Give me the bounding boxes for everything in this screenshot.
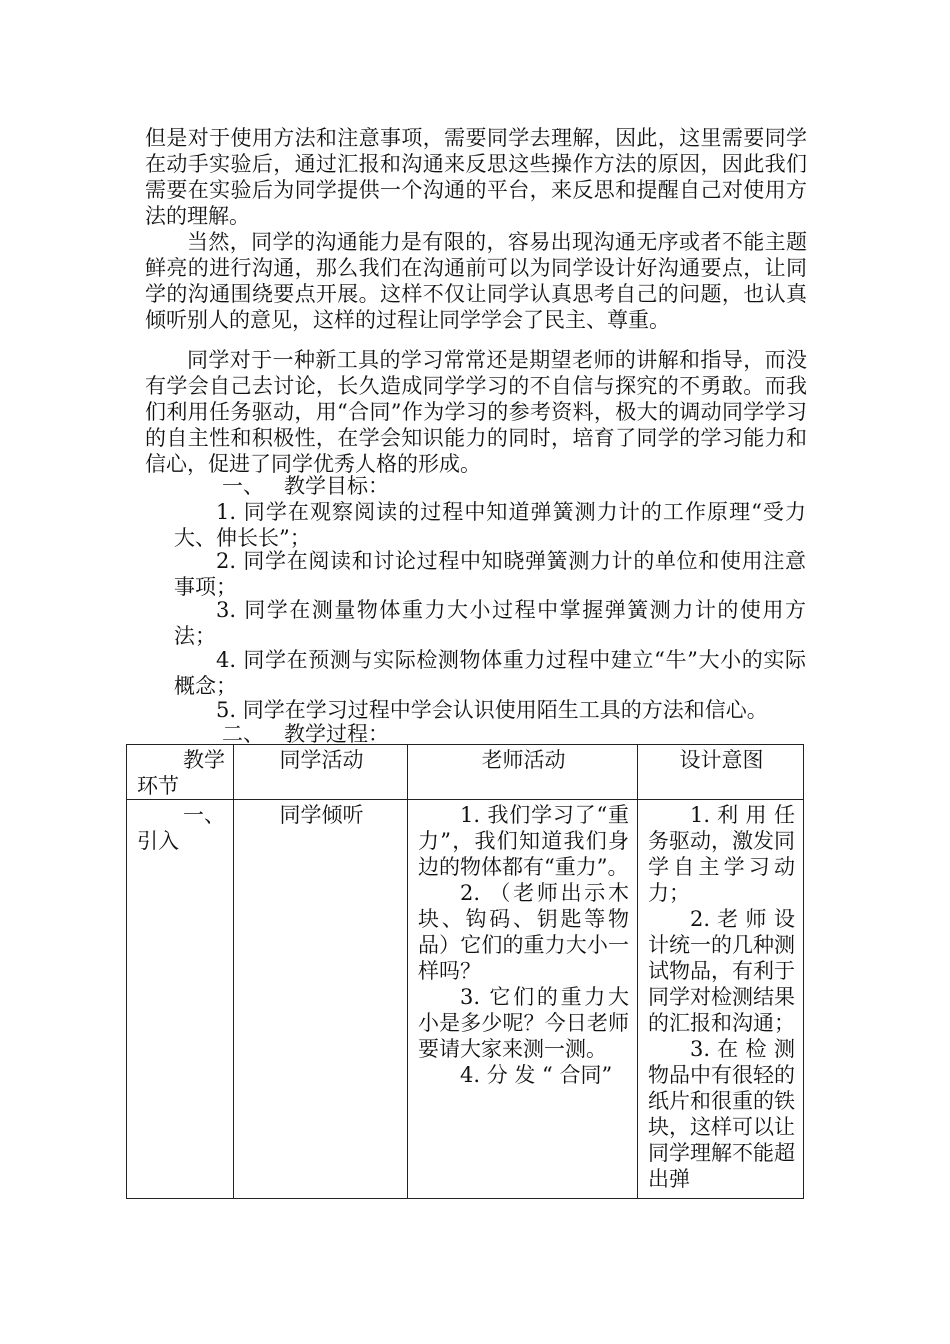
stage-number: 一、 — [183, 803, 225, 827]
cell-teacher-activity — [408, 800, 638, 1199]
goal-item-5: 5. 同学在学习过程中学会认识使用陌生工具的方法和信心。 — [216, 698, 768, 722]
design-intent-item: 1. 利 用 任务驱动，激发同学自主学习动力； — [648, 803, 795, 905]
cell-student-activity: 同学倾听 — [234, 800, 408, 1199]
paragraph-1: 但是对于使用方法和注意事项，需要同学去理解，因此，这里需要同学在动手实验后，通过汇报和沟通来反思这些操作方法的原因，因此我们需要在实验后为同学提供一个沟通的平台，来反思和提醒自己对使用方法的理解。 — [145, 126, 807, 228]
goal-item-3: 3. 同学在测量物体重力大小过程中掌握弹簧测力计的使用方法； — [174, 598, 806, 648]
teacher-activity-item: 2. （老师出示木块、钩码、钥匙等物品）它们的重力大小一样吗？ — [418, 881, 629, 983]
stage-name: 引入 — [137, 829, 179, 853]
teacher-activity-item: 4. 分 发 “ 合同” — [460, 1063, 613, 1087]
goal-item-2: 2. 同学在阅读和讨论过程中知晓弹簧测力计的单位和使用注意事项； — [174, 549, 806, 599]
header-stage — [127, 745, 234, 800]
paragraph-2: 当然，同学的沟通能力是有限的，容易出现沟通无序或者不能主题鲜亮的进行沟通，那么我们在沟通前可以为同学设计好沟通要点，让同学的沟通围绕要点开展。这样不仅让同学认真思考自己的问题，也认真倾听别人的意见，这样的过程让同学学会了民主、尊重。 — [145, 230, 807, 332]
section-heading-goals — [222, 473, 389, 499]
section-number: 一、 — [222, 474, 264, 498]
header-design-intent: 设计意图 — [638, 745, 804, 800]
design-intent-item: 2. 老 师 设计统一的几种测试物品，有利于同学对检测结果的汇报和沟通； — [648, 907, 795, 1035]
teaching-process-table — [126, 744, 804, 1199]
table-header-row — [127, 745, 804, 800]
header-stage-line2: 环节 — [137, 774, 179, 798]
section-title: 教学过程： — [284, 722, 390, 746]
teacher-activity-item: 3. 它们的重力大小是多少呢？今日老师要请大家来测一测。 — [418, 985, 629, 1061]
header-stage-line1: 教学 — [183, 748, 225, 772]
goal-item-1: 1. 同学在观察阅读的过程中知道弹簧测力计的工作原理“受力大、伸长长”； — [174, 500, 806, 550]
teacher-activity-item: 1. 我们学习了“重力”，我们知道我们身边的物体都有“重力”。 — [418, 803, 629, 879]
design-intent-item: 3. 在 检 测物品中有很轻的纸片和很重的铁块，这样可以让同学理解不能超出弹 — [648, 1037, 795, 1191]
section-number: 二、 — [222, 722, 264, 746]
paragraph-3: 同学对于一种新工具的学习常常还是期望老师的讲解和指导，而没有学会自己去讨论，长久造成同学学习的不自信与探究的不勇敢。而我们利用任务驱动，用“合同”作为学习的参考资料，极大的调动同学学习的自主性和积极性，在学会知识能力的同时，培育了同学的学习能力和信心，促进了同学优秀人格的形成。 — [145, 348, 807, 476]
table-row — [127, 800, 804, 1199]
goal-item-4: 4. 同学在预测与实际检测物体重力过程中建立“牛”大小的实际概念； — [174, 648, 806, 698]
header-teacher-activity: 老师活动 — [408, 745, 638, 800]
cell-design-intent — [638, 800, 804, 1199]
cell-stage — [127, 800, 234, 1199]
section-title: 教学目标： — [284, 474, 390, 498]
header-student-activity: 同学活动 — [234, 745, 408, 800]
